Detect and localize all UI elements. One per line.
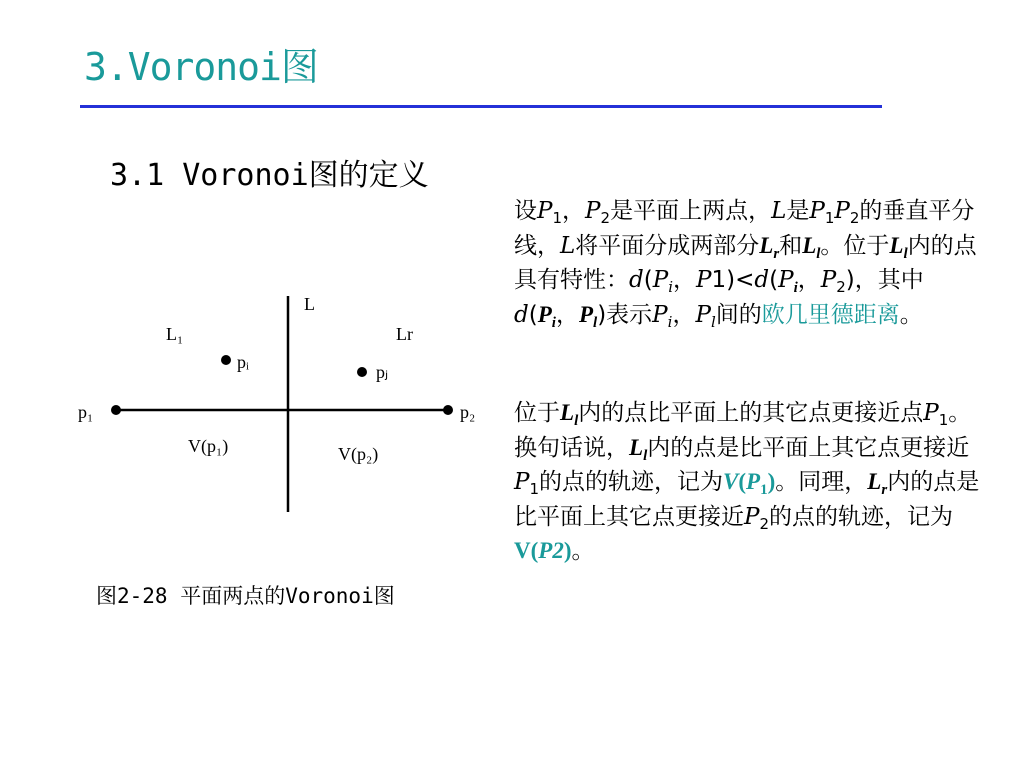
section-heading: 3.1 Voronoi图的定义 — [110, 158, 429, 193]
label-Lr: Lr — [396, 324, 413, 344]
label-pj: pⱼ — [376, 362, 389, 382]
label-V-p1: V(p₁) — [188, 436, 229, 456]
definition-paragraph: 设$P_1$，$P_2$是平面上两点，L是$P_1P_2$的垂直平分线，L将平面分成两部分$L_r$和$L_l$。位于$L_l$内的点具有特性：$d(P_i$，$P1)<d(P_i$，$P_2$)，其中$d(P_i$，$P_l$)表示$P_i$，$P_l$间的欧几里德距离。 — [514, 198, 977, 331]
explanation-paragraph: 位于$L_l$内的点比平面上的其它点更接近点$P_1$。换句话说，$L_l$内的点是比平面上其它点更接近$P_1$的点的轨迹，记为$V(P_1)$。同理，$L_r$内的点是比平面上其它点更接近$P_2$的点的轨迹，记为V(P2)。 — [514, 400, 980, 564]
point-pi — [221, 355, 231, 365]
label-V-p2: V(p₂) — [338, 444, 379, 464]
label-L: L — [304, 294, 315, 314]
label-L1: L₁ — [166, 324, 184, 344]
label-p1: p₁ — [78, 402, 94, 422]
label-pi: pᵢ — [237, 352, 249, 372]
point-p2 — [443, 405, 453, 415]
point-p1 — [111, 405, 121, 415]
figure-caption: 图2-28 平面两点的Voronoi图 — [96, 584, 395, 608]
voronoi-figure — [60, 280, 500, 520]
label-p2: p₂ — [460, 402, 476, 422]
point-pj — [357, 367, 367, 377]
euclidean-distance-term: 欧几里德距离 — [761, 301, 900, 328]
title-underline — [80, 105, 882, 108]
slide-title: 3.Voronoi图 — [84, 45, 318, 89]
